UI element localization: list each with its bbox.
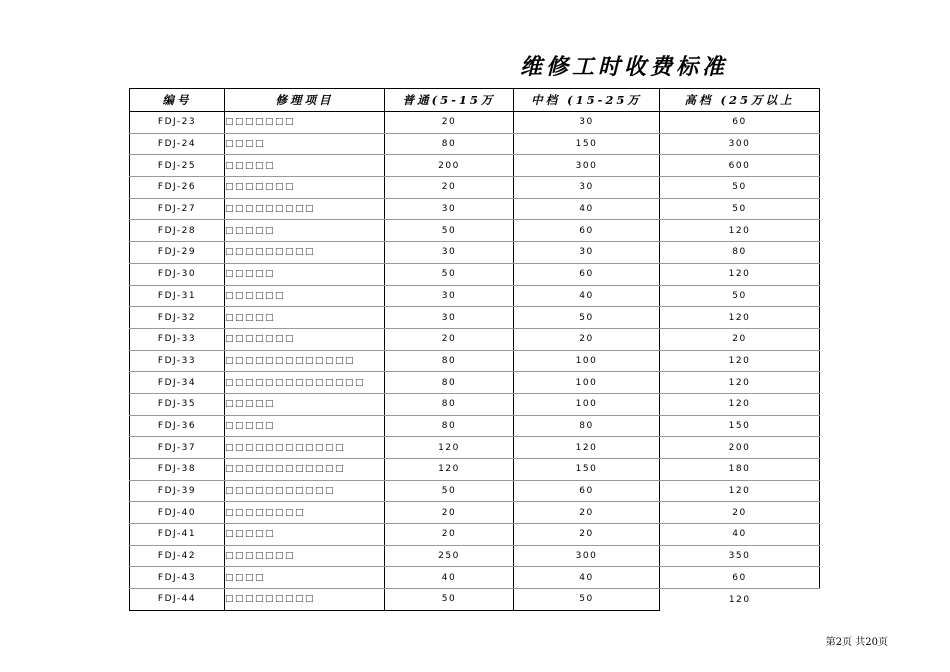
table-row (130, 307, 820, 329)
cell-item: □□□□ (225, 133, 385, 155)
table-row (130, 155, 820, 177)
cell-c: 200 (660, 437, 820, 459)
table-row (130, 198, 820, 220)
cell-b: 100 (514, 393, 660, 415)
cell-code: FDJ-27 (130, 198, 225, 220)
cell-item: □□□□□ (225, 307, 385, 329)
table-row (130, 502, 820, 524)
cell-b: 60 (514, 480, 660, 502)
cell-code: FDJ-39 (130, 480, 225, 502)
cell-code: FDJ-26 (130, 177, 225, 199)
table-row (130, 133, 820, 155)
table-row (130, 589, 820, 611)
header-standard: 普通(5-15万 (385, 89, 514, 112)
cell-item: □□□□□□□□□ (225, 198, 385, 220)
header-mid: 中档 (15-25万 (514, 89, 660, 112)
cell-b: 100 (514, 350, 660, 372)
table-row (130, 545, 820, 567)
cell-item: □□□□□□□ (225, 545, 385, 567)
cell-b: 120 (514, 437, 660, 459)
cell-item: □□□□□ (225, 524, 385, 546)
cell-a: 80 (385, 133, 514, 155)
cell-c: 120 (660, 220, 820, 242)
cell-a: 200 (385, 155, 514, 177)
cell-b: 40 (514, 198, 660, 220)
cell-a: 50 (385, 480, 514, 502)
cell-code: FDJ-36 (130, 415, 225, 437)
cell-a: 250 (385, 545, 514, 567)
cell-item: □□□□□□□ (225, 177, 385, 199)
header-high: 高档 (25万以上 (660, 89, 820, 112)
cell-code: FDJ-33 (130, 350, 225, 372)
cell-c: 120 (660, 372, 820, 394)
cell-b: 150 (514, 459, 660, 481)
cell-c: 20 (660, 502, 820, 524)
cell-c: 150 (660, 415, 820, 437)
cell-code: FDJ-41 (130, 524, 225, 546)
cell-c: 300 (660, 133, 820, 155)
table-row (130, 350, 820, 372)
cell-b: 60 (514, 263, 660, 285)
cell-b: 30 (514, 112, 660, 134)
cell-item: □□□□□□□□□ (225, 242, 385, 264)
cell-c: 20 (660, 328, 820, 350)
cell-b: 20 (514, 524, 660, 546)
cell-item: □□□□□□□□□□□□□ (225, 350, 385, 372)
cell-code: FDJ-40 (130, 502, 225, 524)
rate-table (129, 88, 820, 611)
table-body (130, 112, 820, 611)
cell-a: 20 (385, 177, 514, 199)
cell-c: 350 (660, 545, 820, 567)
cell-item: □□□□□□□ (225, 328, 385, 350)
cell-item: □□□□□ (225, 393, 385, 415)
table-row (130, 415, 820, 437)
cell-c: 40 (660, 524, 820, 546)
page-title: 维修工时收费标准 (520, 54, 729, 80)
table-row (130, 480, 820, 502)
cell-item: □□□□□□□□□□□□□□ (225, 372, 385, 394)
page-footer: 第2页 共20页 (825, 637, 888, 648)
cell-a: 30 (385, 242, 514, 264)
cell-c: 60 (660, 112, 820, 134)
cell-item: □□□□□ (225, 263, 385, 285)
cell-b: 60 (514, 220, 660, 242)
cell-item: □□□□□□ (225, 285, 385, 307)
cell-b: 30 (514, 242, 660, 264)
cell-c: 120 (660, 263, 820, 285)
cell-b: 40 (514, 285, 660, 307)
cell-a: 20 (385, 328, 514, 350)
cell-item: □□□□□ (225, 415, 385, 437)
cell-a: 50 (385, 220, 514, 242)
cell-a: 30 (385, 307, 514, 329)
table-row (130, 567, 820, 589)
cell-b: 40 (514, 567, 660, 589)
cell-code: FDJ-32 (130, 307, 225, 329)
cell-code: FDJ-31 (130, 285, 225, 307)
cell-item: □□□□□□□□□□□□ (225, 459, 385, 481)
cell-a: 80 (385, 415, 514, 437)
cell-code: FDJ-38 (130, 459, 225, 481)
table-row (130, 242, 820, 264)
cell-code: FDJ-29 (130, 242, 225, 264)
cell-b: 50 (514, 307, 660, 329)
table-row (130, 437, 820, 459)
cell-b: 100 (514, 372, 660, 394)
cell-code: FDJ-43 (130, 567, 225, 589)
cell-c: 120 (660, 307, 820, 329)
cell-b: 20 (514, 328, 660, 350)
cell-c: 80 (660, 242, 820, 264)
cell-c: 50 (660, 177, 820, 199)
cell-code: FDJ-23 (130, 112, 225, 134)
cell-b: 20 (514, 502, 660, 524)
table-row (130, 328, 820, 350)
cell-a: 120 (385, 437, 514, 459)
table-row (130, 372, 820, 394)
cell-item: □□□□□□□□□□□□ (225, 437, 385, 459)
cell-b: 80 (514, 415, 660, 437)
cell-code: FDJ-24 (130, 133, 225, 155)
cell-a: 80 (385, 393, 514, 415)
cell-item: □□□□□□□ (225, 112, 385, 134)
cell-b: 50 (514, 589, 660, 611)
header-code: 编号 (130, 89, 225, 112)
cell-a: 50 (385, 263, 514, 285)
cell-item: □□□□ (225, 567, 385, 589)
header-row (130, 89, 820, 112)
table-row (130, 112, 820, 134)
cell-a: 80 (385, 372, 514, 394)
cell-b: 150 (514, 133, 660, 155)
table-row (130, 459, 820, 481)
cell-a: 30 (385, 285, 514, 307)
cell-item: □□□□□□□□□ (225, 589, 385, 611)
cell-c: 600 (660, 155, 820, 177)
header-item: 修理项目 (225, 89, 385, 112)
cell-c: 120 (660, 589, 820, 611)
table-row (130, 177, 820, 199)
cell-a: 20 (385, 502, 514, 524)
cell-a: 40 (385, 567, 514, 589)
cell-c: 60 (660, 567, 820, 589)
cell-a: 50 (385, 589, 514, 611)
cell-code: FDJ-44 (130, 589, 225, 611)
cell-code: FDJ-34 (130, 372, 225, 394)
table-row (130, 220, 820, 242)
cell-code: FDJ-25 (130, 155, 225, 177)
cell-code: FDJ-35 (130, 393, 225, 415)
cell-a: 20 (385, 112, 514, 134)
cell-code: FDJ-37 (130, 437, 225, 459)
cell-a: 120 (385, 459, 514, 481)
cell-c: 120 (660, 350, 820, 372)
cell-c: 120 (660, 393, 820, 415)
cell-item: □□□□□ (225, 155, 385, 177)
cell-item: □□□□□□□□ (225, 502, 385, 524)
cell-code: FDJ-28 (130, 220, 225, 242)
cell-code: FDJ-30 (130, 263, 225, 285)
cell-a: 80 (385, 350, 514, 372)
cell-b: 300 (514, 545, 660, 567)
cell-c: 50 (660, 198, 820, 220)
table-row (130, 524, 820, 546)
cell-c: 180 (660, 459, 820, 481)
cell-c: 120 (660, 480, 820, 502)
cell-a: 30 (385, 198, 514, 220)
table-row (130, 263, 820, 285)
cell-b: 30 (514, 177, 660, 199)
table-row (130, 393, 820, 415)
cell-code: FDJ-42 (130, 545, 225, 567)
table-row (130, 285, 820, 307)
cell-c: 50 (660, 285, 820, 307)
cell-a: 20 (385, 524, 514, 546)
cell-b: 300 (514, 155, 660, 177)
cell-item: □□□□□□□□□□□ (225, 480, 385, 502)
cell-item: □□□□□ (225, 220, 385, 242)
cell-code: FDJ-33 (130, 328, 225, 350)
